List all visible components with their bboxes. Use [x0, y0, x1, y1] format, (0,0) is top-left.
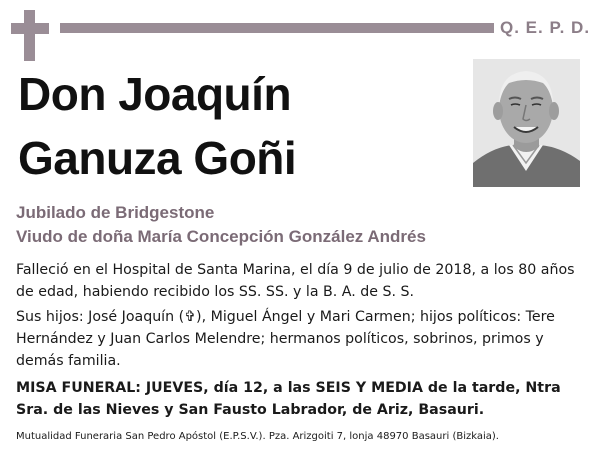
- qepd-label: Q. E. P. D.: [500, 18, 591, 37]
- death-details: Falleció en el Hospital de Santa Marina, el día 9 de julio de 2018, a los 80 años de edad, habiendo recibido los SS. SS. y la B. A. de S. S.: [16, 262, 575, 300]
- header-rule: [60, 23, 494, 33]
- funeral-home-footer: Mutualidad Funeraria San Pedro Apóstol (E.P.S.V.). Pza. Arizgoiti 7, lonja 48970 Basauri (Bizkaia).: [16, 431, 499, 442]
- deceased-spouse: Viudo de doña María Concepción González Andrés: [16, 227, 426, 246]
- deceased-name-line2: Ganuza Goñi: [18, 132, 297, 184]
- deceased-occupation: Jubilado de Bridgestone: [16, 203, 215, 222]
- deceased-name-line1: Don Joaquín: [18, 68, 292, 120]
- cross-icon-bar: [11, 23, 49, 34]
- funeral-mass-details: MISA FUNERAL: JUEVES, día 12, a las SEIS Y MEDIA de la tarde, Ntra Sra. de las Nieves y San Fausto Labrador, de Ariz, Basauri.: [16, 380, 561, 418]
- deceased-portrait: [473, 59, 580, 187]
- cross-icon: [24, 10, 35, 61]
- family-list: Sus hijos: José Joaquín (✞), Miguel Ángel y Mari Carmen; hijos políticos: Tere Hernández y Juan Carlos Melendre; hermanos políticos, sobrinos, primos y demás familia.: [16, 309, 555, 369]
